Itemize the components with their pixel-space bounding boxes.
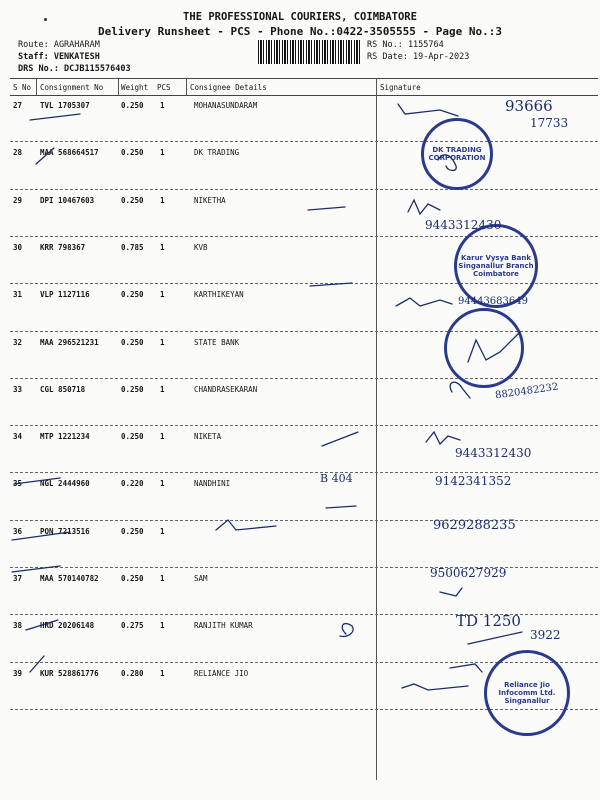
signature-stroke — [398, 104, 458, 116]
cell-consignment: KUR 528861776 — [40, 668, 99, 678]
cell-consignee: MOHANASUNDARAM — [194, 101, 258, 110]
drs-number: DRS No.: DCJB115576403 — [18, 64, 131, 74]
signature-stroke — [326, 506, 356, 508]
cell-consignee: SAM — [194, 574, 208, 583]
cell-pcs: 1 — [160, 101, 165, 110]
signature-stroke — [408, 200, 440, 214]
cell-weight: 0.250 — [121, 148, 144, 158]
cell-sno: 28 — [13, 148, 23, 158]
handwritten-number: 3922 — [530, 628, 561, 642]
rs-number: RS No.: 1155764 — [367, 40, 444, 50]
cell-pcs: 1 — [160, 148, 165, 158]
cell-sno: 34 — [13, 432, 23, 442]
cell-sno: 30 — [13, 242, 23, 252]
cell-consignment: HRD 20206148 — [40, 621, 95, 631]
cell-consignee: RELIANCE JIO — [194, 668, 249, 678]
cell-consignee: DK TRADING — [194, 148, 240, 158]
cell-pcs: 1 — [160, 432, 165, 442]
signature-stroke — [12, 566, 60, 572]
cell-sno: 36 — [13, 526, 23, 536]
cell-weight: 0.250 — [121, 195, 144, 205]
runsheet-subtitle: Delivery Runsheet - PCS - Phone No.:0422-3505555 - Page No.:3 — [98, 25, 502, 38]
signature-stroke — [26, 620, 58, 630]
route-label: Route: AGRAHARAM — [18, 40, 100, 50]
cell-sno: 29 — [13, 195, 23, 205]
cell-sno: 32 — [13, 337, 23, 347]
signature-stroke — [450, 664, 482, 672]
col-pcs: PCS — [157, 83, 171, 92]
signature-stroke — [12, 532, 70, 540]
cell-consignee: NIKETA — [194, 432, 222, 442]
cell-consignment: TVL 1705307 — [40, 101, 90, 110]
signature-stroke — [450, 382, 470, 398]
rs-date: RS Date: 19-Apr-2023 — [367, 52, 470, 62]
cell-sno: 37 — [13, 574, 23, 583]
signature-stroke — [396, 298, 452, 306]
cell-pcs: 1 — [160, 384, 165, 394]
handwritten-note: B 404 — [320, 472, 353, 485]
cell-sno: 27 — [13, 101, 23, 110]
cell-weight: 0.785 — [121, 242, 144, 252]
cell-weight: 0.250 — [121, 574, 144, 583]
cell-consignee: RANJITH KUMAR — [194, 621, 253, 631]
signature-stroke — [438, 155, 456, 171]
cell-consignment: MAA 570140782 — [40, 574, 99, 583]
handwritten-number: 9500627929 — [430, 566, 507, 580]
cell-consignee: KVB — [194, 242, 208, 252]
staff-label: Staff: VENKATESH — [18, 52, 100, 62]
cell-consignment: DPI 10467603 — [40, 195, 95, 205]
signature-stroke — [340, 624, 353, 637]
signature-stroke — [216, 520, 276, 530]
signature-stroke — [322, 432, 358, 446]
company-title: THE PROFESSIONAL COURIERS, COIMBATORE — [183, 11, 417, 23]
cell-pcs: 1 — [160, 337, 165, 347]
cell-pcs: 1 — [160, 195, 165, 205]
cell-pcs: 1 — [160, 668, 165, 678]
col-weight: Weight — [121, 83, 149, 92]
cell-weight: 0.280 — [121, 668, 144, 678]
cell-consignment: MTP 1221234 — [40, 432, 90, 442]
handwritten-number: 9629288235 — [433, 518, 516, 533]
signature-stroke — [310, 283, 352, 286]
handwritten-number: 9443312430 — [455, 446, 532, 460]
signature-stroke — [426, 432, 460, 444]
cell-pcs: 1 — [160, 574, 165, 583]
col-consignee: Consignee Details — [190, 83, 267, 92]
cell-consignment: MAA 568664517 — [40, 148, 99, 158]
cell-consignee: STATE BANK — [194, 337, 240, 347]
cell-sno: 38 — [13, 621, 23, 631]
signature-stroke — [402, 684, 468, 690]
cell-pcs: 1 — [160, 526, 165, 536]
cell-pcs: 1 — [160, 479, 165, 489]
signature-stroke — [440, 588, 462, 596]
cell-consignment: CGL 850718 — [40, 384, 86, 394]
signature-stroke — [468, 632, 522, 644]
cell-sno: 35 — [13, 479, 23, 489]
signature-stroke — [308, 207, 345, 210]
cell-weight: 0.250 — [121, 432, 144, 442]
handwritten-number: 17733 — [530, 116, 569, 130]
stamp-text: DK TRADING CORPORATION — [428, 146, 486, 162]
cell-consignee: NIKETHA — [194, 195, 226, 205]
handwritten-number: 8820482232 — [494, 381, 560, 402]
col-signature: Signature — [380, 83, 421, 92]
signature-stroke — [30, 656, 44, 672]
signature-stroke — [14, 478, 60, 484]
stamp-text: Karur Vysya Bank Singanallur Branch Coimbatore — [458, 254, 534, 278]
cell-pcs: 1 — [160, 621, 165, 631]
handwritten-number: 94443683649 — [458, 296, 528, 307]
handwritten-number: 9443312430 — [425, 218, 502, 232]
cell-consignee: CHANDRASEKARAN — [194, 384, 258, 394]
cell-weight: 0.220 — [121, 479, 144, 489]
stamp-text: Reliance Jio Infocomm Ltd. Singanallur — [498, 681, 556, 705]
cell-pcs: 1 — [160, 242, 165, 252]
cell-weight: 0.250 — [121, 526, 144, 536]
cell-sno: 39 — [13, 668, 23, 678]
signature-stroke — [468, 332, 520, 362]
cell-weight: 0.275 — [121, 621, 144, 631]
handwritten-number: 9142341352 — [435, 474, 512, 488]
cell-consignment: NGL 2444960 — [40, 479, 90, 489]
cell-consignment: PON 7213516 — [40, 526, 90, 536]
cell-sno: 31 — [13, 290, 23, 300]
cell-consignment: VLP 1127116 — [40, 290, 90, 300]
cell-consignee: KARTHIKEYAN — [194, 290, 244, 300]
col-sno: S No — [13, 83, 32, 92]
cell-weight: 0.250 — [121, 337, 144, 347]
cell-weight: 0.250 — [121, 290, 144, 300]
cell-consignee: NANDHINI — [194, 479, 231, 489]
col-consignment: Consignment No — [40, 83, 104, 92]
signature-stroke — [30, 114, 80, 120]
handwritten-number: TD 1250 — [456, 612, 521, 630]
cell-sno: 33 — [13, 384, 23, 394]
handwritten-number: 93666 — [505, 97, 553, 115]
cell-weight: 0.250 — [121, 101, 144, 110]
cell-weight: 0.250 — [121, 384, 144, 394]
signature-stroke — [36, 148, 54, 164]
cell-consignment: KRR 798367 — [40, 242, 86, 252]
cell-consignment: MAA 296521231 — [40, 337, 99, 347]
cell-pcs: 1 — [160, 290, 165, 300]
